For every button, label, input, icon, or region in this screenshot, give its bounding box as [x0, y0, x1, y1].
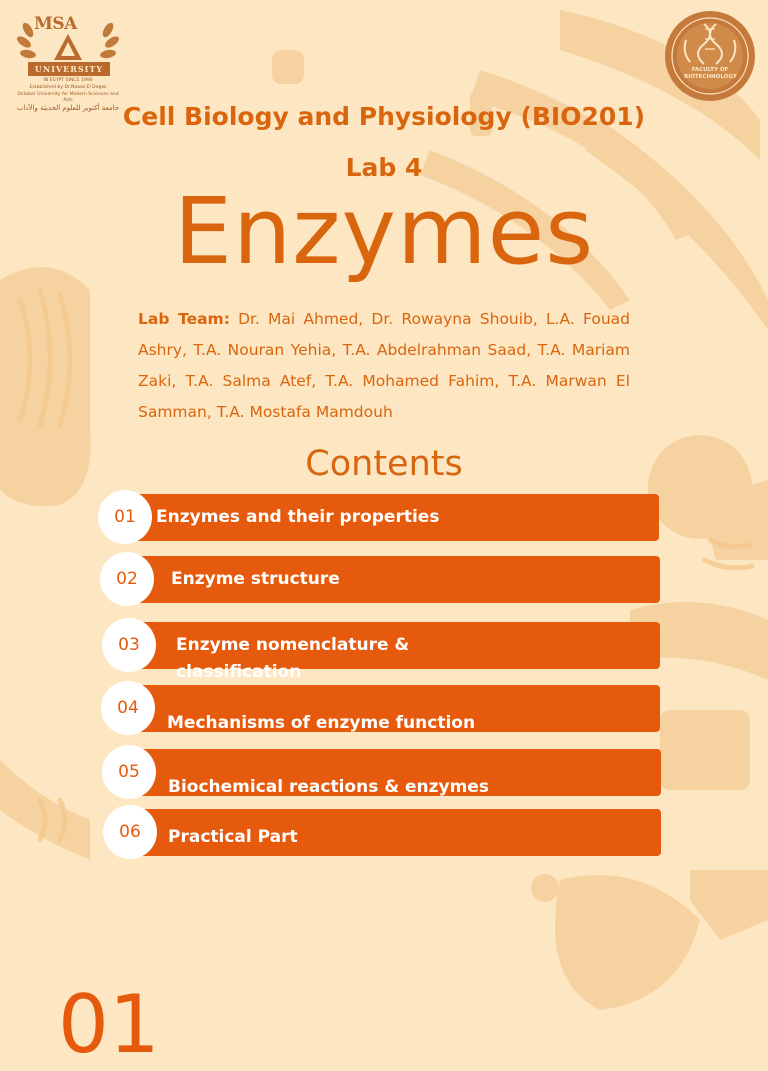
lab-number: Lab 4 [345, 153, 423, 182]
contents-item-2[interactable] [100, 556, 660, 603]
item-label: Enzyme structure [171, 569, 340, 589]
logo-line-1: IN EGYPT SINCE 1996 [43, 78, 93, 83]
item-number: 05 [102, 745, 156, 799]
item-label: Mechanisms of enzyme function [167, 713, 476, 733]
university-band: UNIVERSITY [28, 62, 110, 76]
item-number: 06 [103, 805, 157, 859]
faculty-biotechnology-logo [662, 10, 758, 102]
msa-university-logo [14, 10, 122, 110]
msa-logo-text: MSA [34, 14, 77, 34]
logo-arabic-text: جامعة أكتوبر للعلوم الحديثة والآداب [16, 104, 120, 112]
contents-item-5[interactable] [102, 749, 661, 796]
item-label: Enzyme nomenclature & classification [176, 635, 410, 682]
lab-team [138, 304, 630, 428]
item-label: Enzymes and their properties [156, 507, 440, 527]
faculty-caption: FACULTY OF BIOTECHNOLOGY [684, 67, 737, 80]
dna-seal-icon [662, 10, 758, 102]
item-number: 02 [100, 552, 154, 606]
page-title: Enzymes [173, 178, 595, 285]
lab-team-members: Dr. Mai Ahmed, Dr. Rowayna Shouib, L.A. Fouad Ashry, T.A. Nouran Yehia, T.A. Abdelrahman Saad, T.A. Mariam Zaki, T.A. Salma Atef, T.A. Mohamed Fahim, T.A. Marwan El Samman, T.A. Mostafa Mamdouh [138, 310, 630, 421]
logo-line-2: Established by Dr.Nawal El Degwi [29, 85, 107, 90]
item-label: Practical Part [168, 827, 298, 847]
logo-line-3: October University for Modern Sciences and Arts [17, 92, 119, 103]
contents-item-1[interactable] [98, 494, 659, 541]
contents-heading: Contents [305, 444, 463, 484]
item-number: 03 [102, 618, 156, 672]
item-number: 04 [101, 681, 155, 735]
item-label: Biochemical reactions & enzymes [168, 777, 489, 797]
section-number: 01 [58, 978, 160, 1071]
course-title: Cell Biology and Physiology (BIO201) [122, 102, 646, 131]
contents-item-4[interactable] [101, 685, 660, 732]
lab-team-label: Lab Team: [138, 310, 230, 328]
contents-item-3[interactable] [102, 622, 660, 682]
contents-item-6[interactable] [103, 809, 661, 856]
item-number: 01 [98, 490, 152, 544]
